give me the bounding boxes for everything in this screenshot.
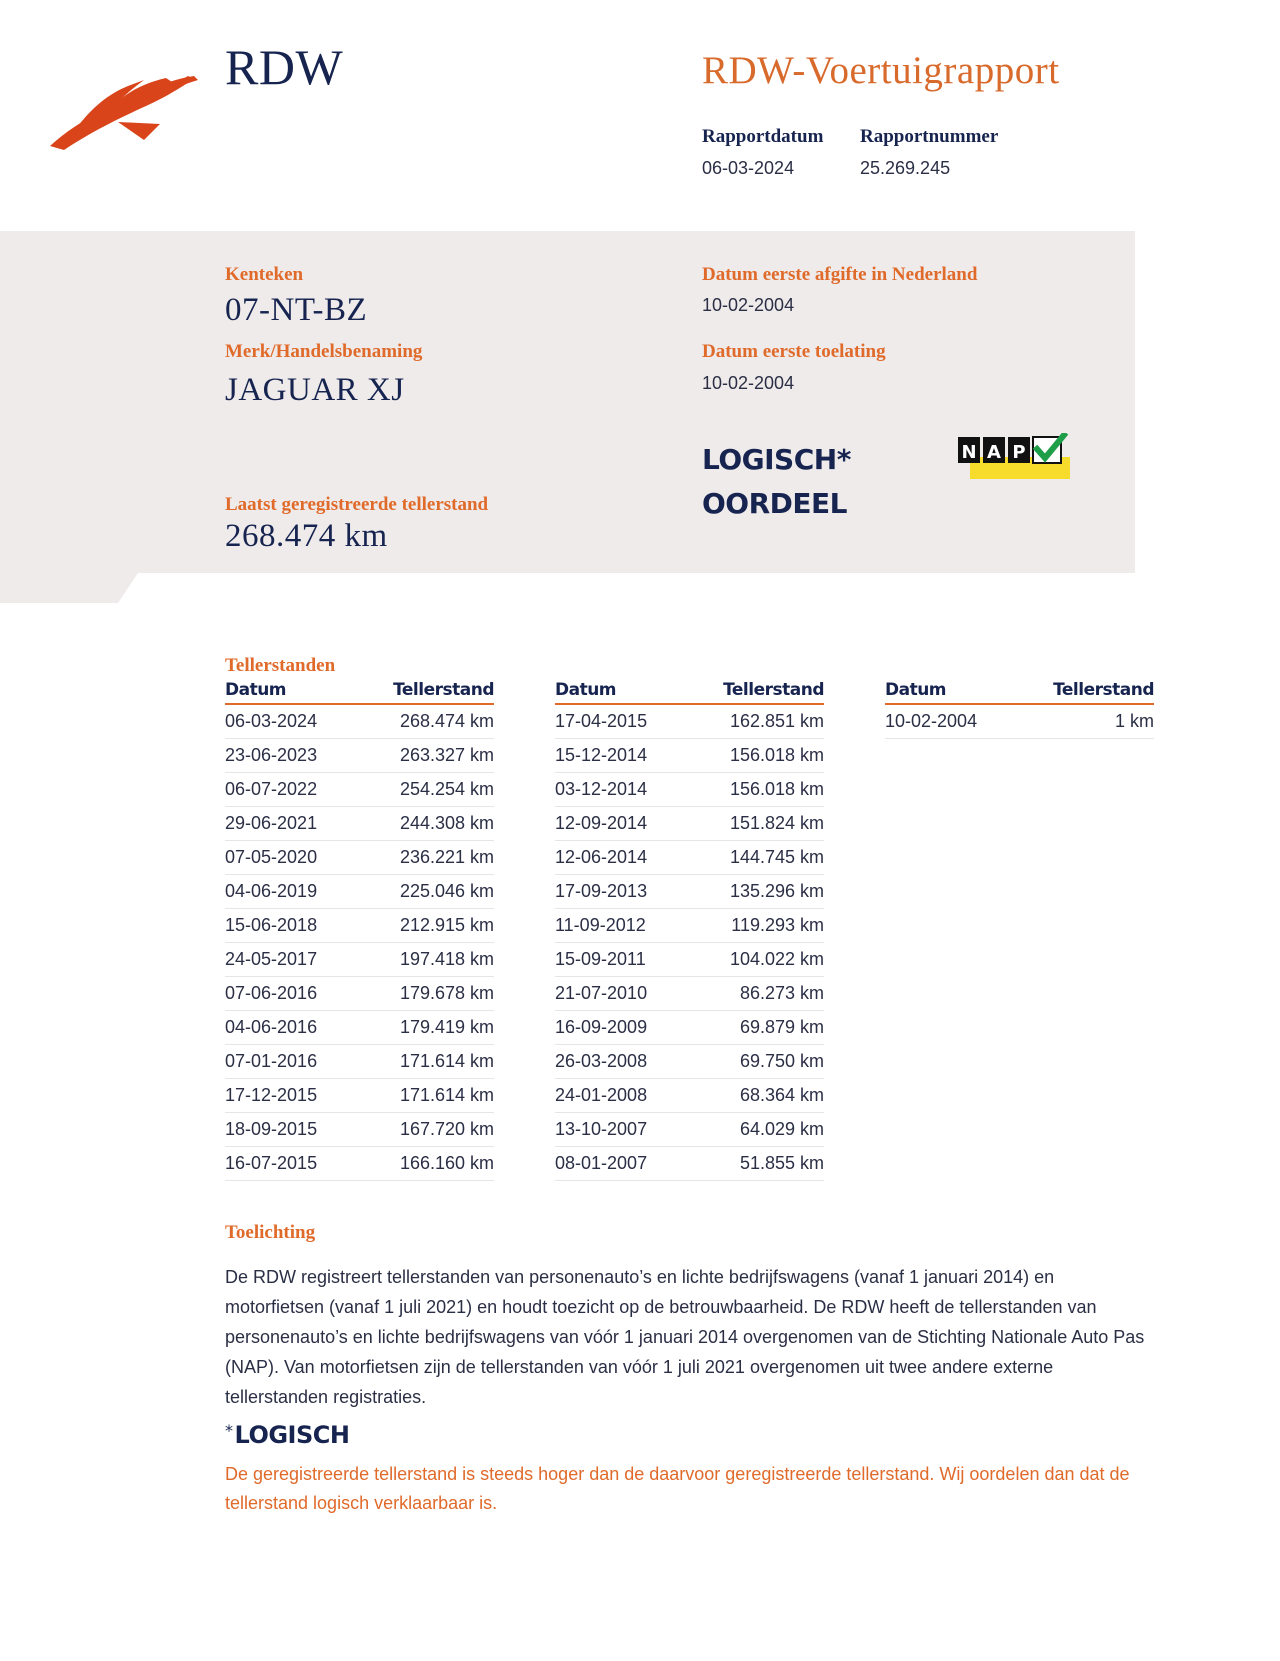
row-tellerstand: 197.418 km xyxy=(399,949,494,969)
col-datum: Datum xyxy=(225,680,287,700)
rapportdatum-label: Rapportdatum xyxy=(702,126,824,147)
tellerstanden-table-3 xyxy=(885,680,1154,739)
col-datum: Datum xyxy=(885,680,947,700)
table-row xyxy=(555,773,824,807)
logisch-explanation: De geregistreerde tellerstand is steeds hoger dan de daarvoor geregistreerde tellerstand. Wij oordelen dan dat de tellerstand logisch verklaarbaar is. xyxy=(225,1464,1130,1513)
row-datum: 12-09-2014 xyxy=(555,813,648,833)
row-datum: 04-06-2019 xyxy=(225,881,318,901)
tellerstanden-table-2 xyxy=(555,680,824,1181)
rapportnummer-label: Rapportnummer xyxy=(860,126,999,147)
afgifte-label: Datum eerste afgifte in Nederland xyxy=(702,264,978,285)
table-row xyxy=(555,977,824,1011)
tellerstanden-title: Tellerstanden xyxy=(225,655,336,676)
table-row xyxy=(225,1147,494,1181)
table-row xyxy=(225,909,494,943)
row-tellerstand: 51.855 km xyxy=(739,1153,824,1173)
table-row xyxy=(225,977,494,1011)
table-row xyxy=(555,705,824,739)
kenteken-label: Kenteken xyxy=(225,264,304,285)
row-datum: 03-12-2014 xyxy=(555,779,648,799)
row-tellerstand: 171.614 km xyxy=(399,1051,494,1071)
row-datum: 21-07-2010 xyxy=(555,983,648,1003)
row-datum: 18-09-2015 xyxy=(225,1119,318,1139)
row-tellerstand: 151.824 km xyxy=(729,813,824,833)
row-datum: 13-10-2007 xyxy=(555,1119,648,1139)
row-datum: 10-02-2004 xyxy=(885,711,978,731)
table-row xyxy=(555,739,824,773)
oordeel-line1: LOGISCH* xyxy=(702,443,851,476)
row-tellerstand: 144.745 km xyxy=(729,847,824,867)
row-tellerstand: 236.221 km xyxy=(399,847,494,867)
merk-label: Merk/Handelsbenaming xyxy=(225,341,423,362)
row-tellerstand: 162.851 km xyxy=(729,711,824,731)
row-tellerstand: 1 km xyxy=(1114,711,1154,731)
table-header xyxy=(885,680,1154,705)
logisch-heading-block xyxy=(225,1421,349,1449)
row-tellerstand: 254.254 km xyxy=(399,779,494,799)
row-datum: 07-05-2020 xyxy=(225,847,318,867)
table-row xyxy=(555,1079,824,1113)
table-row xyxy=(225,739,494,773)
brand-name: RDW xyxy=(225,39,344,95)
table-row xyxy=(225,1045,494,1079)
row-datum: 24-01-2008 xyxy=(555,1085,648,1105)
oordeel-line2: OORDEEL xyxy=(702,487,848,520)
table-row xyxy=(555,1147,824,1181)
row-tellerstand: 212.915 km xyxy=(399,915,494,935)
row-datum: 15-12-2014 xyxy=(555,745,648,765)
row-datum: 26-03-2008 xyxy=(555,1051,648,1071)
toelichting-title: Toelichting xyxy=(225,1222,316,1243)
nap-letter-n: N xyxy=(961,442,977,463)
afgifte-value: 10-02-2004 xyxy=(702,295,795,315)
vehicle-summary-band xyxy=(0,231,1135,603)
table-row xyxy=(225,1079,494,1113)
row-tellerstand: 86.273 km xyxy=(739,983,824,1003)
table-row xyxy=(225,943,494,977)
report-title: RDW-Voertuigrapport xyxy=(702,49,1060,92)
table-row xyxy=(555,1011,824,1045)
row-tellerstand: 179.419 km xyxy=(399,1017,494,1037)
row-datum: 16-07-2015 xyxy=(225,1153,318,1173)
row-tellerstand: 166.160 km xyxy=(399,1153,494,1173)
row-datum: 17-12-2015 xyxy=(225,1085,318,1105)
row-tellerstand: 268.474 km xyxy=(399,711,494,731)
row-tellerstand: 263.327 km xyxy=(399,745,494,765)
row-tellerstand: 244.308 km xyxy=(399,813,494,833)
row-tellerstand: 104.022 km xyxy=(729,949,824,969)
toelating-label: Datum eerste toelating xyxy=(702,341,886,362)
row-datum: 12-06-2014 xyxy=(555,847,648,867)
rapportdatum-block xyxy=(702,126,823,179)
table-row xyxy=(555,875,824,909)
row-tellerstand: 119.293 km xyxy=(731,915,824,935)
asterisk: * xyxy=(225,1421,233,1440)
row-datum: 06-07-2022 xyxy=(225,779,318,799)
row-datum: 15-09-2011 xyxy=(555,949,646,969)
row-tellerstand: 68.364 km xyxy=(739,1085,824,1105)
row-datum: 04-06-2016 xyxy=(225,1017,318,1037)
tellerstand-label: Laatst geregistreerde tellerstand xyxy=(225,494,489,515)
table-header xyxy=(555,680,824,705)
row-datum: 07-01-2016 xyxy=(225,1051,318,1071)
col-tellerstand: Tellerstand xyxy=(723,680,824,700)
row-datum: 06-03-2024 xyxy=(225,711,318,731)
table-row xyxy=(555,1113,824,1147)
rdw-logo xyxy=(48,66,200,152)
table-row xyxy=(225,705,494,739)
row-datum: 15-06-2018 xyxy=(225,915,318,935)
row-datum: 24-05-2017 xyxy=(225,949,318,969)
row-datum: 17-04-2015 xyxy=(555,711,648,731)
row-tellerstand: 171.614 km xyxy=(399,1085,494,1105)
nap-checkmark-logo xyxy=(956,433,1072,481)
table-row xyxy=(225,1113,494,1147)
col-datum: Datum xyxy=(555,680,617,700)
table-row xyxy=(555,1045,824,1079)
tellerstand-value: 268.474 km xyxy=(225,518,388,554)
row-datum: 17-09-2013 xyxy=(555,881,648,901)
kenteken-value: 07-NT-BZ xyxy=(225,292,368,328)
col-tellerstand: Tellerstand xyxy=(1053,680,1154,700)
row-datum: 07-06-2016 xyxy=(225,983,318,1003)
col-tellerstand: Tellerstand xyxy=(393,680,494,700)
toelating-value: 10-02-2004 xyxy=(702,373,795,393)
table-row xyxy=(225,841,494,875)
table-row xyxy=(225,875,494,909)
row-tellerstand: 64.029 km xyxy=(739,1119,824,1139)
table-row xyxy=(885,705,1154,739)
row-tellerstand: 167.720 km xyxy=(399,1119,494,1139)
table-row xyxy=(225,773,494,807)
nap-letter-p: P xyxy=(1012,442,1026,463)
row-tellerstand: 156.018 km xyxy=(729,745,824,765)
row-tellerstand: 135.296 km xyxy=(729,881,824,901)
nap-letter-a: A xyxy=(987,442,1001,463)
row-datum: 29-06-2021 xyxy=(225,813,318,833)
oordeel-status xyxy=(702,438,851,526)
row-tellerstand: 179.678 km xyxy=(399,983,494,1003)
merk-value: JAGUAR XJ xyxy=(225,372,405,408)
rapportnummer-value: 25.269.245 xyxy=(860,158,951,178)
table-row xyxy=(555,909,824,943)
rapportdatum-value: 06-03-2024 xyxy=(702,158,795,178)
row-tellerstand: 156.018 km xyxy=(729,779,824,799)
row-datum: 08-01-2007 xyxy=(555,1153,648,1173)
row-datum: 23-06-2023 xyxy=(225,745,318,765)
row-tellerstand: 69.750 km xyxy=(739,1051,824,1071)
tellerstanden-table-1 xyxy=(225,680,494,1181)
toelichting-text: De RDW registreert tellerstanden van personenauto’s en lichte bedrijfswagens (vanaf 1 januari 2014) en motorfietsen (vanaf 1 juli 2021) en houdt toezicht op de betrouwbaarheid. De RDW heeft de tellerstanden van personenauto’s en lichte bedrijfswagens van vóór 1 januari 2014 overgenomen van de Stichting Nationale Auto Pas (NAP). Van motorfietsen zijn de tellerstanden van vóór 1 juli 2021 overgenomen uit twee andere externe tellerstanden registraties. xyxy=(225,1267,1145,1407)
table-header xyxy=(225,680,494,705)
logisch-heading: LOGISCH xyxy=(234,1421,350,1449)
rapportnummer-block xyxy=(860,126,998,179)
table-row xyxy=(555,943,824,977)
table-row xyxy=(555,841,824,875)
row-datum: 11-09-2012 xyxy=(555,915,646,935)
row-datum: 16-09-2009 xyxy=(555,1017,648,1037)
table-row xyxy=(225,807,494,841)
table-row xyxy=(225,1011,494,1045)
row-tellerstand: 69.879 km xyxy=(739,1017,824,1037)
table-row xyxy=(555,807,824,841)
row-tellerstand: 225.046 km xyxy=(399,881,494,901)
